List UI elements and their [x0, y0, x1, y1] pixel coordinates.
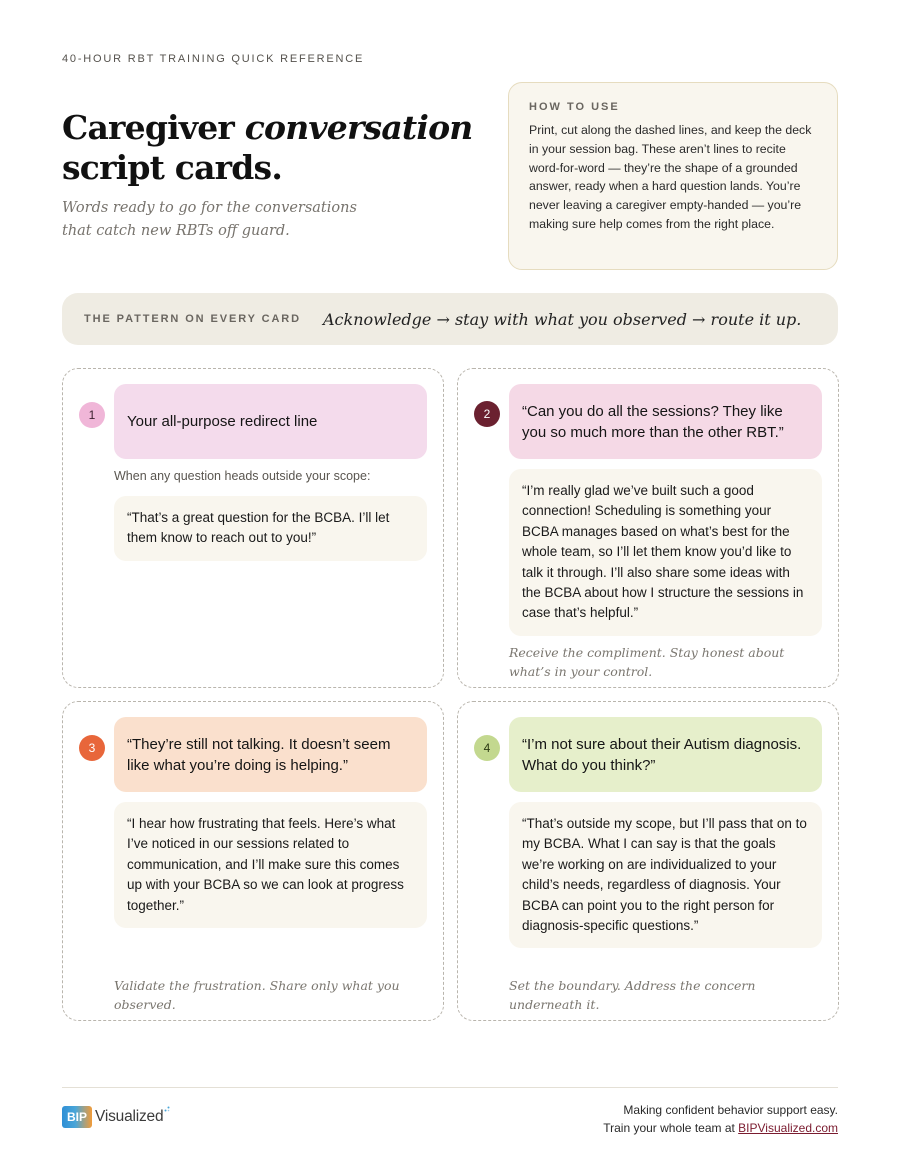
- pattern-text: Acknowledge → stay with what you observed → route it up.: [323, 309, 802, 329]
- card-number-badge: 1: [79, 402, 105, 428]
- pattern-banner: [62, 293, 838, 345]
- how-to-use-heading: HOW TO USE: [529, 101, 620, 113]
- footer-tagline: Making confident behavior support easy.: [623, 1103, 838, 1117]
- title-part-2: script cards.: [62, 148, 283, 187]
- sparkle-icon: [164, 1106, 170, 1112]
- script-card-2: [457, 368, 839, 688]
- footer-tagline-block: [603, 1101, 838, 1137]
- card-question: Your all-purpose redirect line: [114, 384, 427, 459]
- card-question: “They’re still not talking. It doesn’t seem like what you’re doing is helping.”: [114, 717, 427, 792]
- card-answer: “That’s outside my scope, but I’ll pass that on to my BCBA. What I can say is that the goals we’re working on are individualized to your child’s needs, regardless of diagnosis. Your BCBA can point you to the right person for diagnosis-specific questions.”: [509, 802, 822, 948]
- footer-cta: [603, 1119, 838, 1137]
- card-number-badge: 3: [79, 735, 105, 761]
- page-title: [62, 108, 473, 188]
- card-note: Receive the compliment. Stay honest about what’s in your control.: [509, 645, 785, 679]
- footer-divider: [62, 1087, 838, 1088]
- card-answer: “I’m really glad we’ve built such a good connection! Scheduling is something your BCBA manages based on what’s best for the whole team, so I’ll let them know you’d like to talk it through. I’ll also share some ideas with the BCBA about how I structure the sessions in case that’s helpful.”: [509, 469, 822, 636]
- card-lead: When any question heads outside your scope:: [114, 469, 371, 483]
- title-part-1: Caregiver: [62, 108, 245, 147]
- page-subtitle: Words ready to go for the conversations that catch new RBTs off guard.: [62, 200, 357, 239]
- footer-cta-prefix: Train your whole team at: [603, 1121, 739, 1135]
- card-answer: “I hear how frustrating that feels. Here’s what I’ve noticed in our sessions related to communication, and I’ll make sure this comes up with your BCBA so we can look at progress together.”: [114, 802, 427, 928]
- logo-mark: BIP: [62, 1106, 92, 1128]
- card-number-badge: 2: [474, 401, 500, 427]
- logo-wordmark: Visualized: [95, 1108, 164, 1125]
- card-note: Set the boundary. Address the concern underneath it.: [509, 978, 756, 1012]
- card-answer: “That’s a great question for the BCBA. I’ll let them know to reach out to you!”: [114, 496, 427, 561]
- brand-logo[interactable]: [62, 1106, 169, 1128]
- script-card-1: [62, 368, 444, 688]
- script-card-4: [457, 701, 839, 1021]
- card-question: “Can you do all the sessions? They like you so much more than the other RBT.”: [509, 384, 822, 459]
- card-note: Validate the frustration. Share only what you observed.: [114, 978, 400, 1012]
- card-question: “I’m not sure about their Autism diagnosis. What do you think?”: [509, 717, 822, 792]
- script-card-3: [62, 701, 444, 1021]
- how-to-use-box: [508, 82, 838, 270]
- pattern-label: THE PATTERN ON EVERY CARD: [84, 313, 301, 325]
- eyebrow: 40-HOUR RBT TRAINING QUICK REFERENCE: [62, 53, 365, 65]
- title-italic: conversation: [244, 108, 473, 147]
- how-to-use-body: Print, cut along the dashed lines, and keep the deck in your session bag. These aren’t lines to recite word-for-word — they’re the shape of a grounded answer, ready when a hard question lands. You’re never leaving a caregiver empty-handed — you’re making sure help comes from the right place.: [529, 123, 812, 231]
- website-link[interactable]: BIPVisualized.com: [738, 1121, 838, 1135]
- card-number-badge: 4: [474, 735, 500, 761]
